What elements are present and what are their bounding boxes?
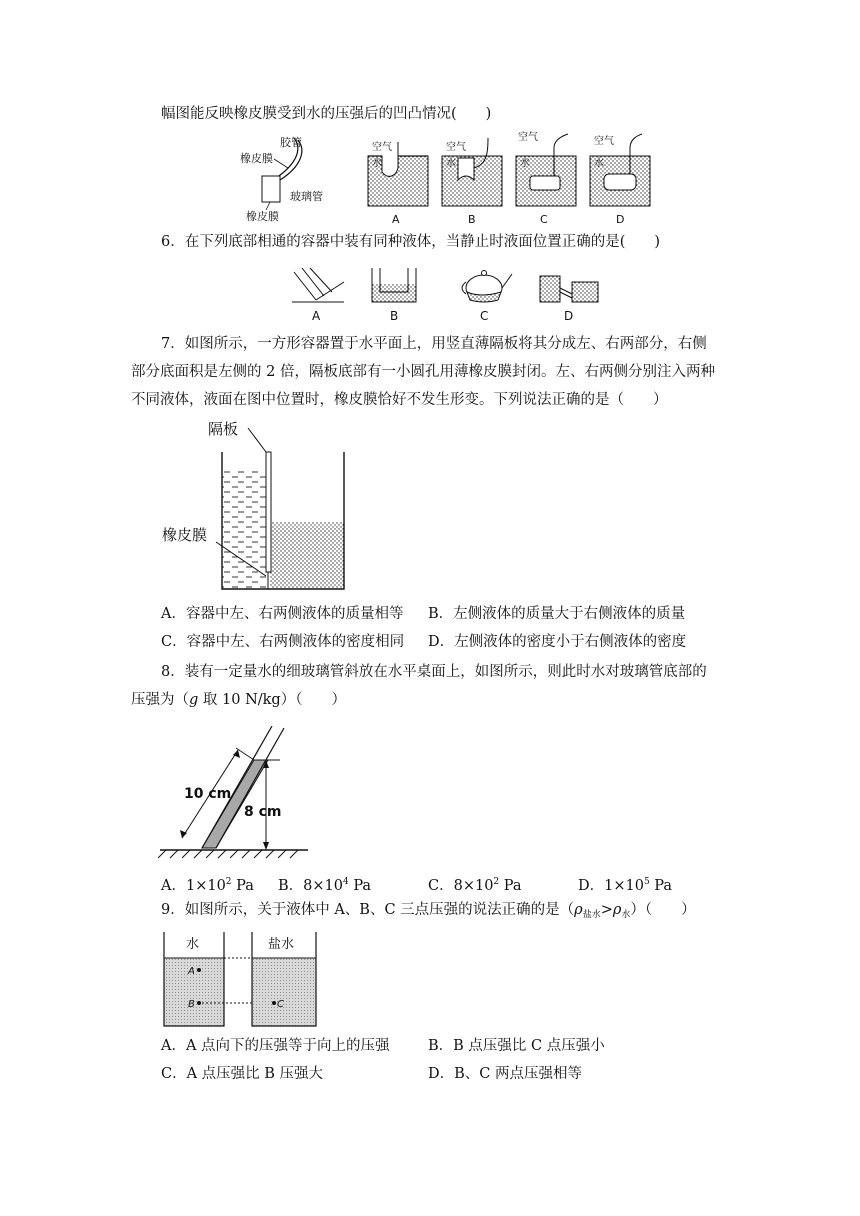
q7-option-b[interactable]: B．左侧液体的质量大于右侧液体的质量: [428, 606, 686, 622]
q8-option-d[interactable]: D．$1\times 10^5$ Pa: [578, 877, 673, 894]
q6-stem: 6．在下列底部相通的容器中装有同种液体，当静止时液面位置正确的是( ): [161, 234, 661, 250]
left-liquid: [222, 468, 266, 588]
q9-option-d[interactable]: D．B、C 两点压强相等: [428, 1066, 582, 1082]
q9-option-c[interactable]: C．A 点压强比 B 压强大: [161, 1066, 324, 1082]
point-a: [197, 968, 201, 972]
q6-label-a: A: [312, 309, 321, 322]
q6-label-d: D: [564, 309, 574, 322]
q5-figure: [232, 128, 672, 226]
q6-option-d-diagram: [540, 276, 598, 322]
svg-text:水: 水: [372, 158, 382, 169]
partition: [266, 452, 271, 572]
q7-stem-line1: 7．如图所示，一方形容器置于水平面上，用竖直薄隔板将其分成左、右两部分，右侧: [161, 336, 707, 352]
q5-label-a: A: [392, 213, 400, 226]
label-glass-tube: 玻璃管: [290, 190, 323, 203]
label-tube: 胶管: [280, 136, 302, 149]
q7-stem-line2: 部分底面积是左侧的 2 倍，隔板底部有一小圆孔用薄橡皮膜封闭。左、右两侧分别注入两种: [131, 364, 715, 380]
q8-stem-line2: 压强为（g 取 10 N/kg）（ ）: [131, 692, 346, 708]
point-c: [272, 1001, 276, 1005]
q9-figure: [156, 928, 326, 1030]
label-membrane-top: 橡皮膜: [240, 152, 273, 165]
q6-figure: [286, 262, 606, 322]
right-liquid: [270, 522, 344, 588]
q6-label-b: B: [390, 309, 399, 322]
label-length: 10 cm: [184, 786, 232, 802]
label-water: 水: [186, 937, 200, 952]
svg-text:空气: 空气: [594, 136, 614, 147]
q9-option-a[interactable]: A．A 点向下的压强等于向上的压强: [161, 1038, 390, 1054]
label-point-a: A: [188, 966, 195, 977]
label-height: 8 cm: [244, 804, 282, 820]
label-point-b: B: [188, 999, 195, 1010]
q7-stem-line3: 不同液体，液面在图中位置时，橡皮膜恰好不发生形变。下列说法正确的是（ ）: [131, 392, 668, 408]
svg-text:空气: 空气: [446, 142, 466, 153]
q5-option-c-diagram: [516, 130, 576, 226]
q6-label-c: C: [480, 309, 489, 322]
q9-stem: 9．如图所示，关于液体中 A、B、C 三点压强的说法正确的是$(\rho_{盐水}>\rho_水)$（ ）: [161, 902, 696, 920]
q8-stem-line1: 8．装有一定量水的细玻璃管斜放在水平桌面上，如图所示，则此时水对玻璃管底部的: [161, 664, 707, 680]
label-membrane: 橡皮膜: [162, 526, 208, 544]
q7-option-c[interactable]: C．容器中左、右两侧液体的密度相同: [161, 634, 405, 650]
apparatus-sketch: [240, 135, 323, 223]
label-point-c: C: [277, 999, 284, 1010]
q5-label-b: B: [468, 213, 476, 226]
svg-text:水: 水: [446, 158, 456, 169]
point-b: [197, 1001, 201, 1005]
q8-option-b[interactable]: B．$8\times 10^4$ Pa: [278, 877, 372, 894]
q8-option-c[interactable]: C．$8\times 10^2$ Pa: [428, 877, 522, 894]
q9-option-b[interactable]: B．B 点压强比 C 点压强小: [428, 1038, 605, 1054]
q5-stem-continuation: 幅图能反映橡皮膜受到水的压强后的凹凸情况( ): [161, 106, 492, 122]
q7-option-d[interactable]: D．左侧液体的密度小于右侧液体的密度: [428, 634, 687, 650]
q8-figure: [156, 722, 316, 862]
label-brine: 盐水: [268, 937, 295, 952]
q8-option-a[interactable]: A．$1\times 10^2$ Pa: [161, 877, 254, 894]
svg-text:水: 水: [520, 158, 530, 169]
q7-figure: [160, 414, 360, 598]
q5-label-c: C: [540, 213, 548, 226]
q7-option-a[interactable]: A．容器中左、右两侧液体的质量相等: [161, 606, 404, 622]
q5-label-d: D: [616, 213, 625, 226]
q6-option-b-diagram: [372, 268, 416, 322]
q5-option-a-diagram: [368, 140, 428, 226]
svg-text:空气: 空气: [372, 142, 392, 153]
q6-option-a-diagram: [292, 268, 344, 322]
q6-option-c-diagram: [462, 271, 512, 323]
q5-option-b-diagram: [442, 138, 502, 226]
label-membrane-bottom: 橡皮膜: [246, 210, 279, 223]
brine-liquid: [252, 958, 316, 1026]
label-partition: 隔板: [208, 420, 239, 438]
svg-text:水: 水: [594, 158, 604, 169]
q5-option-d-diagram: [590, 134, 650, 226]
svg-text:空气: 空气: [518, 132, 538, 143]
